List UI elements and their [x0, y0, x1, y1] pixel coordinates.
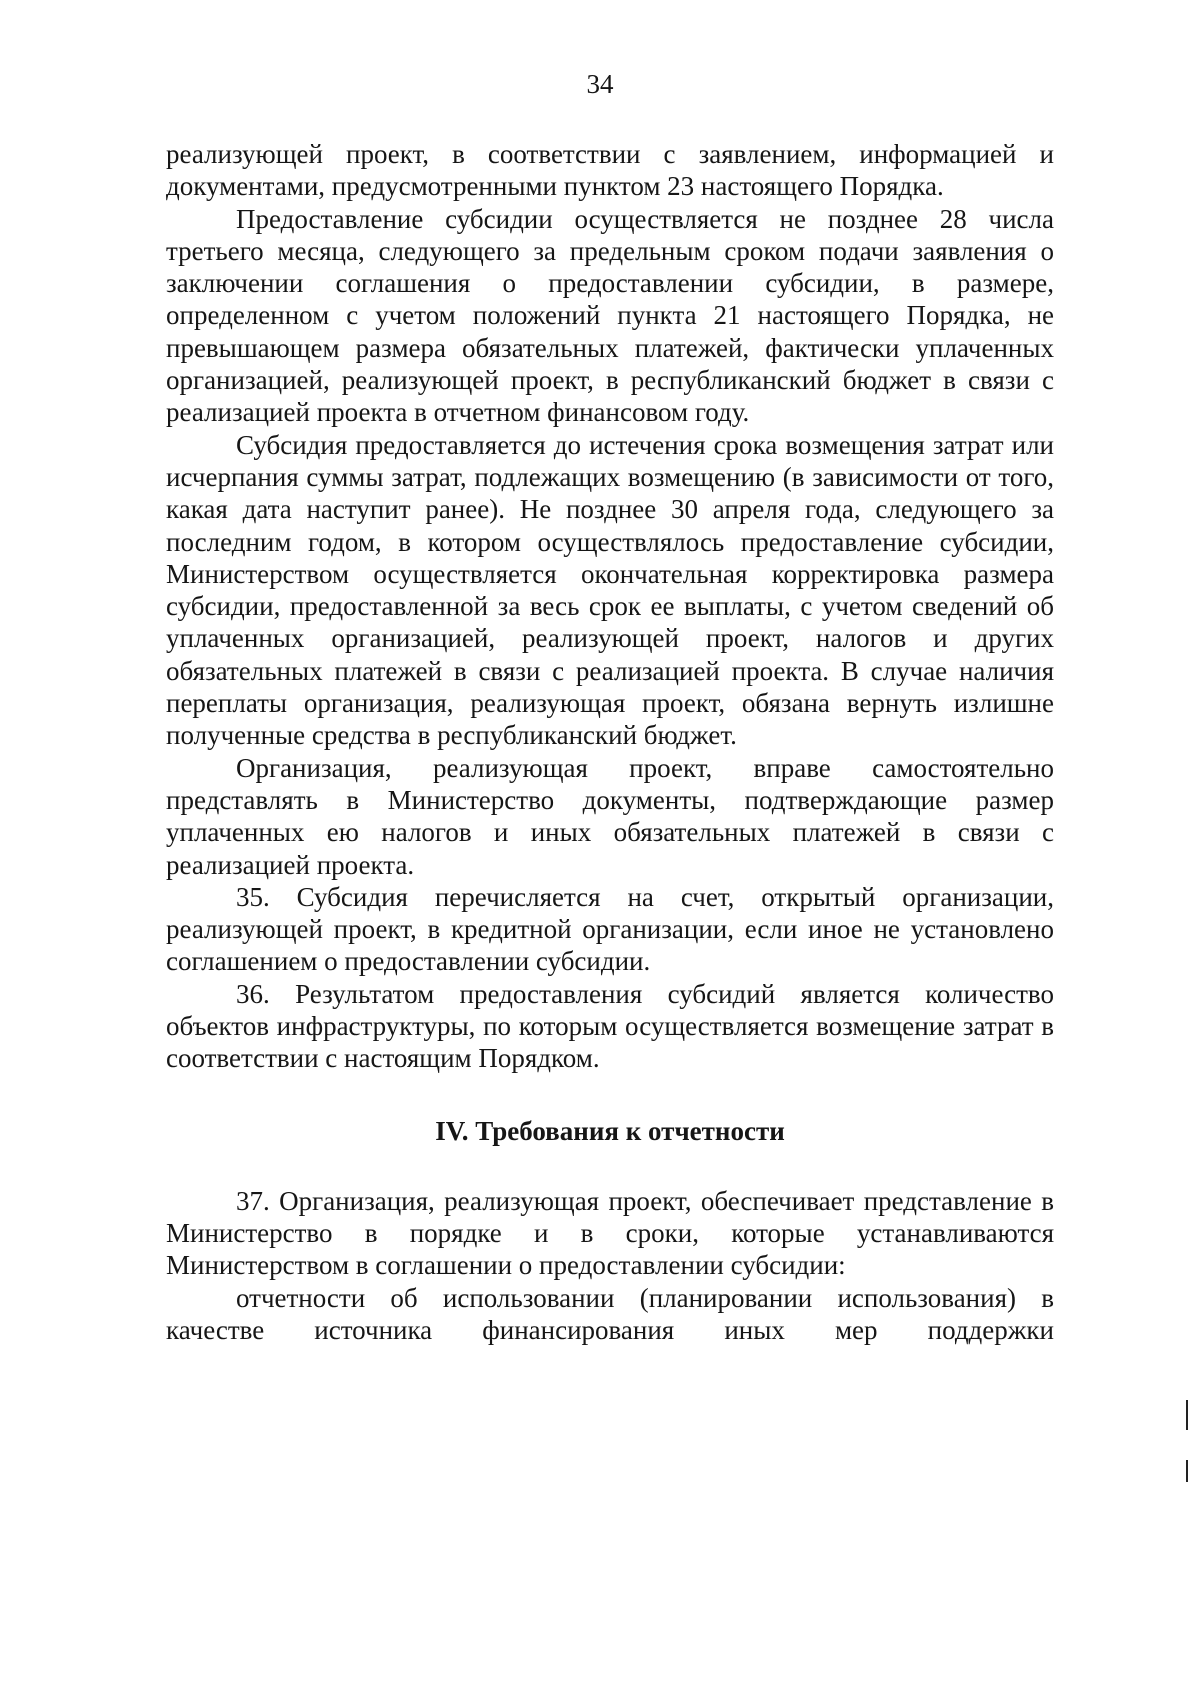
paragraph-reporting: отчетности об использовании (планировании использования) в качестве источника финансирования иных мер поддержки: [166, 1282, 1054, 1345]
page-number: 34: [586, 69, 614, 99]
paragraph-item-36: 36. Результатом предоставления субсидий является количество объектов инфраструктуры, по которым осуществляется возмещение затрат в соответствии с настоящим Порядком.: [166, 978, 1054, 1074]
paragraph-documents-right: Организация, реализующая проект, вправе самостоятельно представлять в Министерство документы, подтверждающие размер уплаченных ею налогов и иных обязательных платежей в связи с реализацией проекта.: [166, 752, 1054, 880]
paragraph-item-35: 35. Субсидия перечисляется на счет, открытый организации, реализующей проект, в кредитной организации, если иное не установлено соглашением о предоставлении субсидии.: [166, 881, 1054, 977]
section-heading: IV. Требования к отчетности: [435, 1115, 785, 1146]
paragraph-item-37: 37. Организация, реализующая проект, обеспечивает представление в Министерство в порядке и в сроки, которые устанавливаются Министерством в соглашении о предоставлении субсидии:: [166, 1185, 1054, 1281]
paragraph-subsidy-correction: Субсидия предоставляется до истечения срока возмещения затрат или исчерпания суммы затрат, подлежащих возмещению (в зависимости от того, какая дата наступит ранее). Не позднее 30 апреля года, следующего за последним годом, в котором осуществлялось предоставление субсидии, Министерством осуществляется окончательная корректировка размера субсидии, предоставленной за весь срок ее выплаты, с учетом сведений об уплаченных организацией, реализующей проект, налогов и других обязательных платежей в связи с реализацией проекта. В случае наличия переплаты организация, реализующая проект, обязана вернуть излишне полученные средства в республиканский бюджет.: [166, 429, 1054, 751]
scan-artifact-mark: [1186, 1400, 1188, 1430]
scan-artifact-mark: [1186, 1460, 1188, 1482]
paragraph-continuation: реализующей проект, в соответствии с заявлением, информацией и документами, предусмотренными пунктом 23 настоящего Порядка.: [166, 139, 1054, 202]
paragraph-subsidy-timing: Предоставление субсидии осуществляется не позднее 28 числа третьего месяца, следующего за предельным сроком подачи заявления о заключении соглашения о предоставлении субсидии, в размере, определенном с учетом положений пункта 21 настоящего Порядка, не превышающем размера обязательных платежей, фактически уплаченных организацией, реализующей проект, в республиканский бюджет в связи с реализацией проекта в отчетном финансовом году.: [166, 203, 1054, 428]
document-body: [166, 138, 1054, 1346]
